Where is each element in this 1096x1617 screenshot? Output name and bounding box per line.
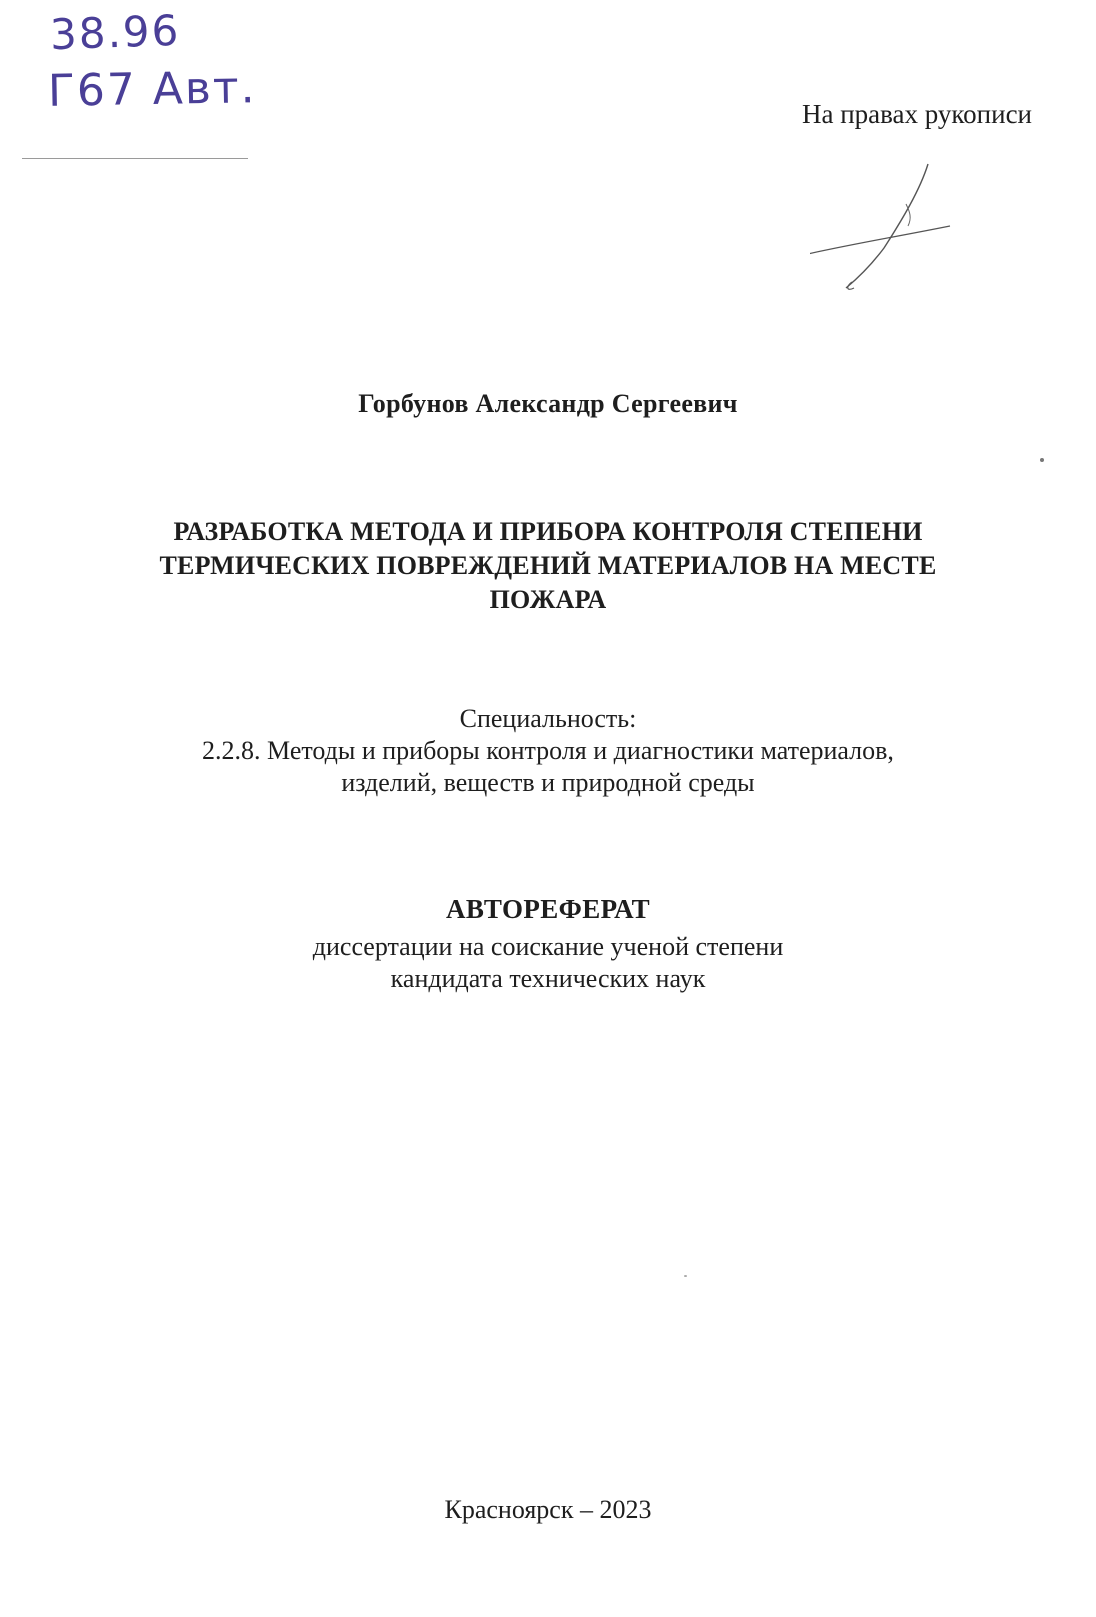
title-line: ПОЖАРА [489,585,607,614]
handwritten-shelfmark-line-1: 38.96 [49,5,182,60]
handwritten-shelfmark-line-2: Г67 Авт. [47,62,257,117]
shelfmark-underline [22,158,248,159]
rights-note: На правах рукописи [801,99,1032,129]
title-line: РАЗРАБОТКА МЕТОДА И ПРИБОРА КОНТРОЛЯ СТЕПЕНИ [173,517,923,546]
specialty-block [0,703,1096,799]
abstract-label: АВТОРЕФЕРАТ [445,894,651,924]
abstract-description [0,931,1096,995]
specialty-line: 2.2.8. Методы и приборы контроля и диагностики материалов, [202,736,894,765]
specialty-line: изделий, веществ и природной среды [341,768,755,797]
signature-icon [810,160,990,300]
scan-speck [1040,458,1044,462]
city-year: Красноярск – 2023 [444,1495,652,1524]
dissertation-title [0,515,1096,617]
scan-speck [684,1275,687,1277]
abstract-line: диссертации на соискание ученой степени [312,932,784,961]
specialty-label: Специальность: [459,704,637,733]
title-line: ТЕРМИЧЕСКИХ ПОВРЕЖДЕНИЙ МАТЕРИАЛОВ НА МЕСТЕ [159,551,937,580]
abstract-line: кандидата технических наук [390,964,706,993]
author-name: Горбунов Александр Сергеевич [358,389,738,418]
